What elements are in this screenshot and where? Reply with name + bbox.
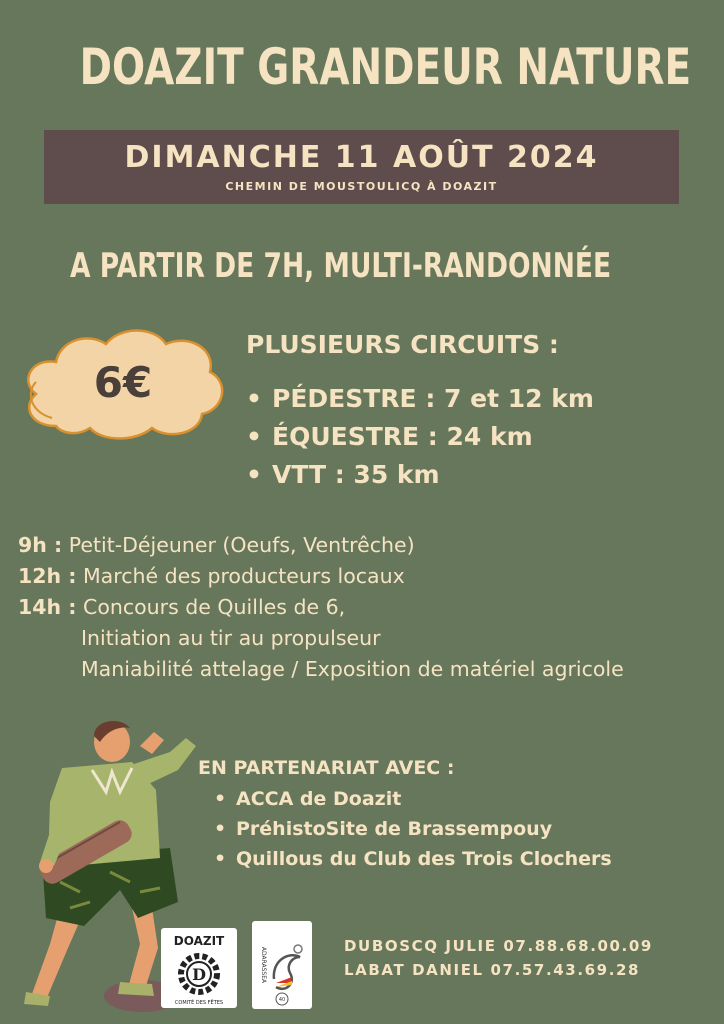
comite-logo-subtitle: COMITÉ DES FÊTES	[174, 1000, 224, 1006]
partners-heading: EN PARTENARIAT AVEC :	[198, 757, 455, 779]
schedule-time: 9h :	[18, 533, 63, 557]
schedule-event: Initiation au tir au propulseur	[81, 626, 381, 650]
circuit-item: • ÉQUESTRE : 24 km	[246, 418, 594, 456]
comite-logo-name: DOAZIT	[173, 934, 225, 948]
schedule-row-continued	[18, 623, 624, 654]
event-date: DIMANCHE 11 AOÛT 2024	[124, 140, 599, 175]
comite-des-fetes-logo	[161, 928, 237, 1008]
partner-item: • Quillous du Club des Trois Clochers	[214, 844, 612, 874]
contact-line: DUBOSCQ JULIE 07.88.68.00.09	[344, 937, 653, 955]
circuits-heading: PLUSIEURS CIRCUITS :	[246, 330, 559, 359]
contacts	[344, 934, 653, 982]
schedule-event: Marché des producteurs locaux	[83, 564, 405, 588]
comite-logo-icon	[161, 928, 237, 1008]
schedule	[18, 530, 624, 685]
schedule-event: Concours de Quilles de 6,	[83, 595, 346, 619]
association-logo	[252, 921, 312, 1009]
schedule-time: 12h :	[18, 564, 77, 588]
poster-title: DOAZIT GRANDEUR NATURE	[79, 38, 692, 96]
schedule-time: 14h :	[18, 595, 77, 619]
date-banner	[44, 130, 679, 204]
association-logo-icon	[252, 921, 312, 1009]
circuit-item: • VTT : 35 km	[246, 456, 594, 494]
comite-logo-letter: D	[192, 965, 206, 984]
schedule-event: Maniabilité attelage / Exposition de matériel agricole	[81, 657, 624, 681]
event-location: CHEMIN DE MOUSTOULICQ À DOAZIT	[225, 180, 498, 193]
schedule-event: Petit-Déjeuner (Oeufs, Ventrêche)	[68, 533, 415, 557]
circuit-item: • PÉDESTRE : 7 et 12 km	[246, 380, 594, 418]
partners-list	[214, 784, 612, 874]
schedule-row-continued	[18, 654, 624, 685]
circuits-list	[246, 380, 594, 494]
schedule-row	[18, 561, 624, 592]
partner-item: • PréhistoSite de Brassempouy	[214, 814, 612, 844]
schedule-row	[18, 592, 624, 623]
association-logo-number: 40	[278, 997, 286, 1003]
schedule-row	[18, 530, 624, 561]
event-subtitle: A PARTIR DE 7H, MULTI-RANDONNÉE	[70, 246, 612, 286]
price-label: 6€	[93, 358, 153, 407]
association-logo-name: ADARASSEA	[260, 946, 267, 984]
partner-item: • ACCA de Doazit	[214, 784, 612, 814]
contact-line: LABAT DANIEL 07.57.43.69.28	[344, 961, 641, 979]
